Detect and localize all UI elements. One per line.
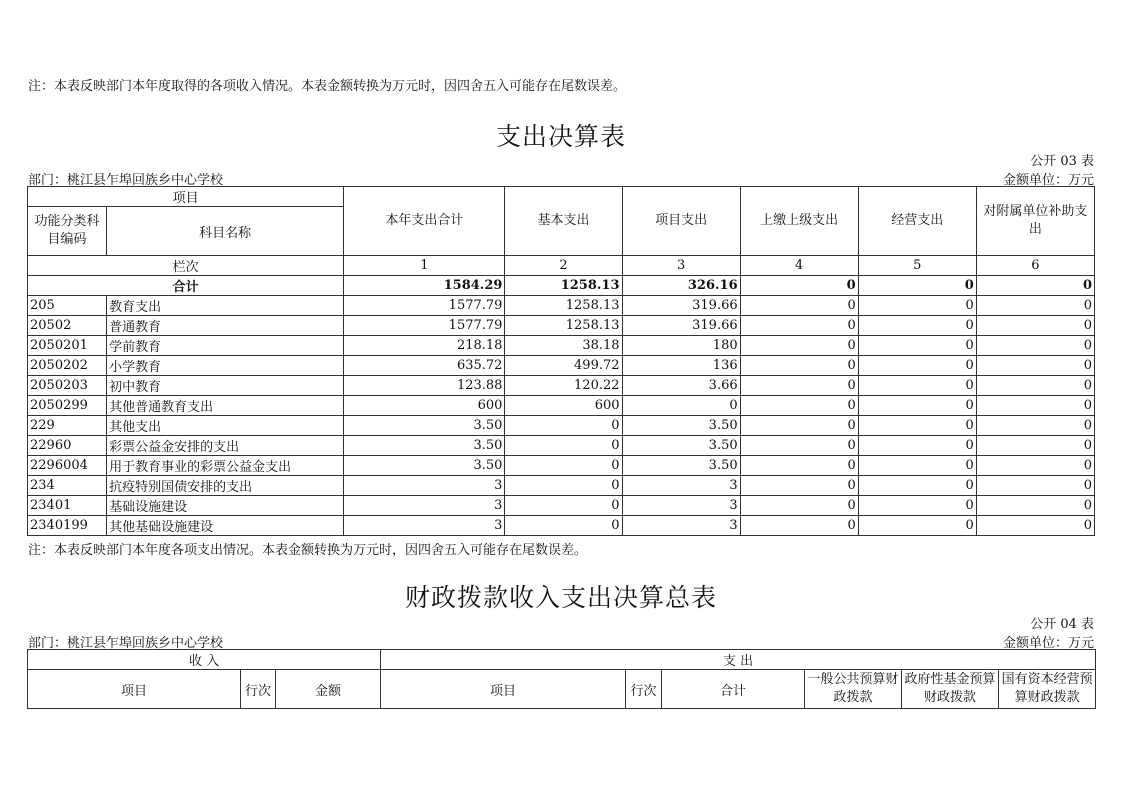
table-row	[28, 496, 1095, 516]
row-name: 基础设施建设	[107, 496, 344, 516]
row-code: 23401	[28, 496, 107, 516]
row-name: 用于教育事业的彩票公益金支出	[107, 456, 344, 476]
col-header-total: 本年支出合计	[344, 187, 505, 256]
row-value: 120.22	[505, 376, 622, 396]
row-value: 3	[622, 516, 740, 536]
row-name: 教育支出	[107, 296, 344, 316]
expense-col-state-capital: 国有资本经营预算财政拨款	[999, 670, 1096, 709]
table-row	[28, 296, 1095, 316]
row-value: 499.72	[505, 356, 622, 376]
row-value: 0	[976, 516, 1094, 536]
row-value: 3	[622, 496, 740, 516]
total-label: 合计	[28, 276, 344, 296]
row-value: 0	[740, 436, 858, 456]
row-name: 普通教育	[107, 316, 344, 336]
row-value: 0	[858, 416, 976, 436]
expense-col-row: 行次	[626, 670, 662, 709]
row-name: 抗疫特别国债安排的支出	[107, 476, 344, 496]
row-name: 其他基础设施建设	[107, 516, 344, 536]
lanci-num: 2	[505, 256, 622, 276]
table2-unit: 金额单位：万元	[1002, 636, 1094, 651]
fiscal-summary-table	[27, 649, 1096, 709]
row-value: 0	[976, 456, 1094, 476]
row-value: 0	[505, 456, 622, 476]
row-value: 3	[344, 476, 505, 496]
col-header-project: 项目支出	[622, 187, 740, 256]
row-code: 20502	[28, 316, 107, 336]
table2-title: 财政拨款收入支出决算总表	[404, 583, 717, 612]
table-body	[28, 296, 1095, 536]
row-value: 635.72	[344, 356, 505, 376]
expense-col-total: 合计	[662, 670, 805, 709]
row-name: 彩票公益金安排的支出	[107, 436, 344, 456]
row-value: 0	[976, 356, 1094, 376]
row-value: 136	[622, 356, 740, 376]
row-value: 218.18	[344, 336, 505, 356]
row-value: 0	[740, 336, 858, 356]
row-value: 38.18	[505, 336, 622, 356]
row-value: 3	[344, 496, 505, 516]
col-header-upper: 上缴上级支出	[740, 187, 858, 256]
row-value: 1258.13	[505, 316, 622, 336]
total-value: 0	[858, 276, 976, 296]
row-code: 2340199	[28, 516, 107, 536]
row-value: 180	[622, 336, 740, 356]
expenditure-table	[27, 186, 1095, 536]
income-col-project: 项目	[28, 670, 241, 709]
total-value: 1584.29	[344, 276, 505, 296]
total-value: 0	[740, 276, 858, 296]
row-value: 0	[976, 476, 1094, 496]
row-value: 0	[976, 376, 1094, 396]
table1-title: 支出决算表	[495, 122, 626, 151]
top-note: 注：本表反映部门本年度取得的各项收入情况。本表金额转换为万元时，因四舍五入可能存在尾数误差。	[28, 79, 627, 94]
table-row	[28, 456, 1095, 476]
row-value: 0	[740, 456, 858, 476]
income-col-amount: 金额	[276, 670, 381, 709]
lanci-num: 5	[858, 256, 976, 276]
row-value: 0	[976, 396, 1094, 416]
table1-note: 注：本表反映部门本年度各项支出情况。本表金额转换为万元时，因四舍五入可能存在尾数误差。	[28, 543, 588, 558]
col-header-subsidy: 对附属单位补助支出	[976, 187, 1094, 256]
row-value: 0	[505, 476, 622, 496]
row-code: 22960	[28, 436, 107, 456]
table-row	[28, 336, 1095, 356]
table2-code: 公开 04 表	[1030, 617, 1094, 632]
col-header-operation: 经营支出	[858, 187, 976, 256]
row-value: 0	[858, 496, 976, 516]
row-value: 0	[740, 416, 858, 436]
row-value: 3.50	[622, 436, 740, 456]
lanci-num: 6	[976, 256, 1094, 276]
project-header: 项目	[28, 187, 344, 207]
col-header-basic: 基本支出	[505, 187, 622, 256]
row-code: 2050203	[28, 376, 107, 396]
income-col-row: 行次	[241, 670, 276, 709]
expense-header: 支 出	[381, 650, 1096, 670]
row-value: 600	[344, 396, 505, 416]
lanci-num: 4	[740, 256, 858, 276]
row-value: 0	[505, 496, 622, 516]
table-row	[28, 416, 1095, 436]
row-name: 小学教育	[107, 356, 344, 376]
row-value: 319.66	[622, 316, 740, 336]
row-value: 0	[858, 436, 976, 456]
expense-col-project: 项目	[381, 670, 626, 709]
table-row	[28, 396, 1095, 416]
row-value: 123.88	[344, 376, 505, 396]
lanci-num: 1	[344, 256, 505, 276]
row-code: 2050299	[28, 396, 107, 416]
row-value: 3.50	[344, 456, 505, 476]
row-value: 0	[740, 316, 858, 336]
row-value: 3.50	[622, 456, 740, 476]
table1-unit: 金额单位：万元	[1002, 173, 1094, 188]
row-value: 0	[976, 336, 1094, 356]
row-value: 0	[858, 396, 976, 416]
total-value: 326.16	[622, 276, 740, 296]
row-value: 0	[858, 456, 976, 476]
row-value: 0	[622, 396, 740, 416]
row-value: 0	[858, 316, 976, 336]
table-row	[28, 436, 1095, 456]
table-row	[28, 316, 1095, 336]
row-value: 0	[976, 416, 1094, 436]
total-value: 1258.13	[505, 276, 622, 296]
table-row	[28, 356, 1095, 376]
row-value: 600	[505, 396, 622, 416]
table1-code: 公开 03 表	[1030, 154, 1094, 169]
total-value: 0	[976, 276, 1094, 296]
row-value: 0	[740, 376, 858, 396]
expense-col-gov-fund: 政府性基金预算财政拨款	[902, 670, 999, 709]
row-value: 1577.79	[344, 296, 505, 316]
row-value: 0	[505, 436, 622, 456]
row-value: 0	[976, 496, 1094, 516]
row-code: 2296004	[28, 456, 107, 476]
row-code: 234	[28, 476, 107, 496]
row-value: 1258.13	[505, 296, 622, 316]
row-value: 0	[740, 396, 858, 416]
row-code: 2050202	[28, 356, 107, 376]
lanci-label: 栏次	[28, 256, 344, 276]
row-value: 0	[740, 356, 858, 376]
row-value: 0	[505, 516, 622, 536]
row-value: 3.66	[622, 376, 740, 396]
row-code: 205	[28, 296, 107, 316]
table-row	[28, 516, 1095, 536]
row-value: 0	[858, 516, 976, 536]
row-value: 3.50	[344, 416, 505, 436]
row-value: 0	[858, 336, 976, 356]
row-value: 0	[858, 476, 976, 496]
row-value: 0	[858, 296, 976, 316]
row-name: 其他普通教育支出	[107, 396, 344, 416]
lanci-num: 3	[622, 256, 740, 276]
row-value: 3	[622, 476, 740, 496]
table1-department: 部门：桃江县乍埠回族乡中心学校	[28, 173, 224, 188]
row-value: 0	[858, 356, 976, 376]
row-value: 0	[976, 436, 1094, 456]
table2-department: 部门：桃江县乍埠回族乡中心学校	[28, 636, 224, 651]
row-name: 初中教育	[107, 376, 344, 396]
row-value: 0	[976, 296, 1094, 316]
income-header: 收 入	[28, 650, 381, 670]
func-code-header: 功能分类科目编码	[28, 207, 107, 256]
row-name: 学前教育	[107, 336, 344, 356]
row-value: 1577.79	[344, 316, 505, 336]
row-value: 0	[740, 296, 858, 316]
row-value: 0	[740, 476, 858, 496]
row-value: 3.50	[622, 416, 740, 436]
row-code: 229	[28, 416, 107, 436]
row-code: 2050201	[28, 336, 107, 356]
row-value: 0	[505, 416, 622, 436]
subject-name-header: 科目名称	[107, 207, 344, 256]
row-value: 3.50	[344, 436, 505, 456]
row-value: 0	[740, 516, 858, 536]
row-name: 其他支出	[107, 416, 344, 436]
row-value: 0	[740, 496, 858, 516]
expense-col-general-budget: 一般公共预算财政拨款	[805, 670, 902, 709]
row-value: 319.66	[622, 296, 740, 316]
row-value: 0	[858, 376, 976, 396]
table-row	[28, 376, 1095, 396]
row-value: 3	[344, 516, 505, 536]
table-row	[28, 476, 1095, 496]
row-value: 0	[976, 316, 1094, 336]
